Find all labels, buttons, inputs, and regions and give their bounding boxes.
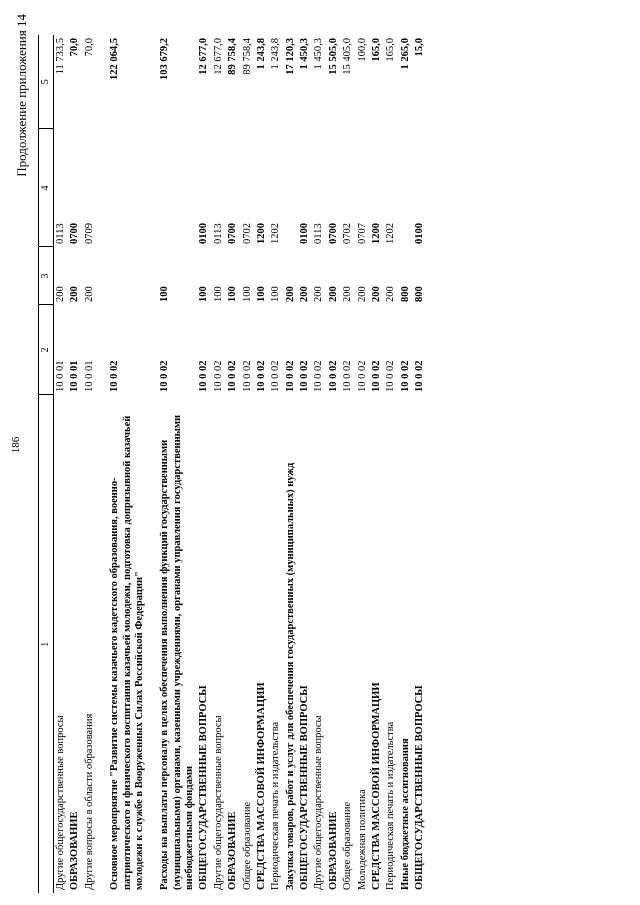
cell-amount: 1 243,8 bbox=[255, 38, 267, 70]
cell-section: 1202 bbox=[385, 223, 397, 244]
cell-section bbox=[284, 129, 298, 247]
table-row bbox=[413, 35, 427, 893]
cell-name: Молодежная политика bbox=[356, 789, 368, 890]
cell-section: 0702 bbox=[342, 223, 354, 244]
cell-kind: 200 bbox=[299, 286, 310, 302]
table-row bbox=[399, 35, 413, 893]
cell-code: 10 0 02 bbox=[313, 360, 325, 392]
cell-code: 10 0 02 bbox=[255, 360, 267, 392]
cell-name: ОБРАЗОВАНИЕ bbox=[327, 811, 339, 890]
cell-code: 10 0 02 bbox=[356, 360, 368, 392]
cell-amount: 15,0 bbox=[414, 38, 425, 57]
cell-section: 0113 bbox=[313, 223, 325, 244]
cell-code: 10 0 02 bbox=[198, 360, 210, 392]
cell-kind: 200 bbox=[385, 286, 397, 302]
cell-name: Другие вопросы в области образования bbox=[83, 713, 95, 890]
table-row bbox=[312, 35, 326, 893]
cell-name: Общее образование bbox=[241, 801, 253, 890]
table-row bbox=[356, 35, 370, 893]
cell-kind: 100 bbox=[227, 286, 239, 302]
cell-name: ОБЩЕГОСУДАРСТВЕННЫЕ ВОПРОСЫ bbox=[414, 685, 425, 890]
cell-kind: 200 bbox=[327, 286, 339, 302]
table-row bbox=[68, 35, 82, 893]
table-row bbox=[298, 35, 312, 893]
cell-amount: 1 450,3 bbox=[299, 38, 310, 70]
cell-amount: 11 733,5 bbox=[55, 38, 66, 75]
cell-kind: 100 bbox=[255, 286, 267, 302]
cell-amount: 89 758,4 bbox=[241, 38, 253, 75]
table-row bbox=[54, 35, 69, 893]
cell-kind: 200 bbox=[284, 286, 296, 302]
cell-section: 1202 bbox=[270, 223, 282, 244]
cell-code: 10 0 01 bbox=[83, 360, 95, 392]
table-row bbox=[255, 35, 269, 893]
cell-name: СРЕДСТВА МАССОВОЙ ИНФОРМАЦИИ bbox=[370, 682, 382, 890]
cell-amount: 1 450,3 bbox=[313, 38, 325, 70]
table-row bbox=[384, 35, 398, 893]
cell-amount: 103 679,2 bbox=[159, 38, 171, 80]
cell-section: 0700 bbox=[327, 223, 339, 244]
cell-code: 10 0 01 bbox=[55, 360, 66, 392]
cell-amount: 165,0 bbox=[385, 38, 397, 62]
cell-name: ОБРАЗОВАНИЕ bbox=[227, 811, 239, 890]
cell-kind: 800 bbox=[399, 286, 411, 302]
cell-name: Другие общегосударственные вопросы bbox=[313, 715, 325, 890]
cell-amount: 15 505,0 bbox=[327, 38, 339, 75]
cell-code: 10 0 02 bbox=[399, 360, 411, 392]
cell-name: ОБРАЗОВАНИЕ bbox=[69, 811, 81, 890]
page-number: 186 bbox=[10, 436, 22, 454]
cell-kind: 200 bbox=[356, 286, 368, 302]
cell-code: 10 0 02 bbox=[370, 360, 382, 392]
cell-section: 0100 bbox=[299, 223, 310, 244]
cell-code: 10 0 02 bbox=[241, 360, 253, 392]
cell-kind: 200 bbox=[313, 286, 325, 302]
cell-section: 1200 bbox=[370, 223, 382, 244]
cell-section: 0707 bbox=[356, 223, 368, 244]
table-row bbox=[226, 35, 240, 893]
cell-amount: 70,0 bbox=[69, 38, 81, 57]
column-header-name: 1 bbox=[39, 395, 54, 893]
cell-name: Другие общегосударственные вопросы bbox=[212, 715, 224, 890]
cell-kind: 100 bbox=[159, 286, 171, 302]
cell-code: 10 0 02 bbox=[342, 360, 354, 392]
cell-name: СРЕДСТВА МАССОВОЙ ИНФОРМАЦИИ bbox=[255, 682, 267, 890]
cell-kind: 800 bbox=[414, 286, 425, 302]
column-header-section: 4 bbox=[39, 129, 54, 247]
cell-amount: 100,0 bbox=[356, 38, 368, 62]
cell-kind: 200 bbox=[69, 286, 81, 302]
cell-code: 10 0 02 bbox=[159, 360, 171, 392]
cell-kind: 200 bbox=[83, 286, 95, 302]
cell-amount: 165,0 bbox=[370, 38, 382, 62]
table-row bbox=[212, 35, 226, 893]
cell-name: Основное мероприятие "Развитие системы казачьего кадетского образования, военно-патриотического и физического воспитания казачьей молодежи, подготовка допризывной казачьей молодежи к службе в Вооруженных Силах Российской Федерации" bbox=[109, 415, 145, 890]
cell-amount: 1 243,8 bbox=[270, 38, 282, 70]
table-row bbox=[327, 35, 341, 893]
column-header-amount: 5 bbox=[39, 35, 54, 129]
cell-name: Периодическая печать и издательства bbox=[385, 721, 397, 890]
cell-code: 10 0 02 bbox=[212, 360, 224, 392]
column-header-kind: 3 bbox=[39, 247, 54, 305]
cell-name: ОБЩЕГОСУДАРСТВЕННЫЕ ВОПРОСЫ bbox=[198, 685, 210, 890]
cell-section bbox=[147, 129, 197, 247]
cell-name: Расходы на выплаты персоналу в целях обеспечения выполнения функций государственными (муниципальными) органами, казенными учреждениями, органами управления государственными внебюджетными фондами bbox=[159, 414, 195, 890]
cell-section: 1200 bbox=[255, 223, 267, 244]
cell-name: Закупка товаров, работ и услуг для обеспечения государственных (муниципальных) нужд bbox=[284, 462, 296, 890]
cell-code: 10 0 02 bbox=[299, 360, 310, 392]
cell-kind: 200 bbox=[370, 286, 382, 302]
cell-kind: 100 bbox=[270, 286, 282, 302]
table-row bbox=[269, 35, 283, 893]
table-row bbox=[97, 35, 147, 893]
budget-table bbox=[38, 35, 427, 893]
cell-name: Другие общегосударственные вопросы bbox=[55, 715, 66, 890]
column-header-code: 2 bbox=[39, 305, 54, 395]
cell-amount: 12 677,0 bbox=[212, 38, 224, 75]
table-body bbox=[54, 35, 428, 893]
cell-section: 0700 bbox=[227, 223, 239, 244]
cell-amount: 17 120,3 bbox=[284, 38, 296, 75]
cell-code: 10 0 02 bbox=[385, 360, 397, 392]
cell-name: Иные бюджетные ассигнования bbox=[399, 738, 411, 890]
cell-amount: 70,0 bbox=[83, 38, 95, 57]
cell-section bbox=[97, 129, 147, 247]
cell-name: ОБЩЕГОСУДАРСТВЕННЫЕ ВОПРОСЫ bbox=[299, 685, 310, 890]
cell-amount: 89 758,4 bbox=[227, 38, 239, 75]
table-row bbox=[197, 35, 211, 893]
cell-section: 0700 bbox=[69, 223, 81, 244]
appendix-continuation-title: Продолжение приложения 14 bbox=[14, 14, 29, 177]
cell-code: 10 0 02 bbox=[327, 360, 339, 392]
cell-kind: 200 bbox=[55, 286, 66, 302]
cell-code: 10 0 02 bbox=[270, 360, 282, 392]
cell-section: 0100 bbox=[198, 223, 210, 244]
cell-code: 10 0 02 bbox=[109, 360, 121, 392]
cell-section: 0100 bbox=[414, 223, 425, 244]
cell-kind: 100 bbox=[198, 286, 210, 302]
cell-name: Общее образование bbox=[342, 801, 354, 890]
cell-section bbox=[399, 129, 413, 247]
cell-amount: 122 064,5 bbox=[109, 38, 121, 80]
table-row bbox=[241, 35, 255, 893]
cell-section: 0709 bbox=[83, 223, 95, 244]
cell-code: 10 0 02 bbox=[414, 360, 425, 392]
cell-name: Периодическая печать и издательства bbox=[270, 721, 282, 890]
cell-kind: 100 bbox=[241, 286, 253, 302]
cell-code: 10 0 02 bbox=[284, 360, 296, 392]
cell-amount: 15 405,0 bbox=[342, 38, 354, 75]
cell-amount: 1 265,0 bbox=[399, 38, 411, 70]
cell-code: 10 0 02 bbox=[227, 360, 239, 392]
cell-kind bbox=[97, 247, 147, 305]
cell-code: 10 0 01 bbox=[69, 360, 81, 392]
table-row bbox=[370, 35, 384, 893]
table-header-row bbox=[39, 35, 54, 893]
cell-amount: 12 677,0 bbox=[198, 38, 210, 75]
cell-kind: 100 bbox=[212, 286, 224, 302]
table-row bbox=[284, 35, 298, 893]
cell-section: 0113 bbox=[55, 223, 66, 244]
table-row bbox=[147, 35, 197, 893]
cell-section: 0113 bbox=[212, 223, 224, 244]
table-row bbox=[341, 35, 355, 893]
cell-section: 0702 bbox=[241, 223, 253, 244]
table-row bbox=[83, 35, 97, 893]
cell-kind: 200 bbox=[342, 286, 354, 302]
